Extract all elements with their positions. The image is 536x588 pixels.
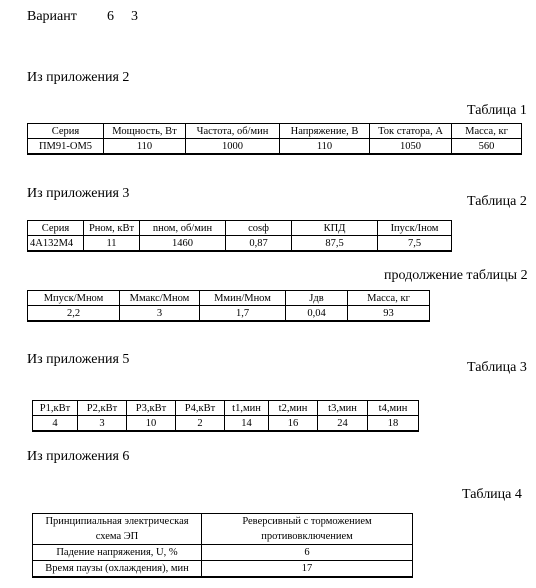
table3-header-cell: t2,мин (269, 401, 318, 416)
table2-header-cell: nном, об/мин (140, 221, 226, 236)
table4-value-cell: 6 (202, 545, 413, 561)
table2-value-cell: 11 (84, 236, 140, 252)
variant-number-2: 3 (131, 9, 138, 24)
table2-value-cell: 4А132М4 (28, 236, 84, 252)
section-app6-heading: Из приложения 6 (27, 449, 130, 464)
table3-value-cell: 10 (127, 416, 176, 432)
table4-label-cell: Принципиальная электрическая схема ЭП (33, 514, 202, 545)
table2b-value-cell: 3 (120, 306, 200, 322)
table1-header-cell: Частота, об/мин (186, 124, 280, 139)
section-app5-heading: Из приложения 5 (27, 352, 130, 367)
table4-label-cell: Падение напряжения, U, % (33, 545, 202, 561)
table3-value-cell: 14 (225, 416, 269, 432)
table4-value-cell: Реверсивный с торможением противовключением (202, 514, 413, 545)
table2b-value-cell: 93 (348, 306, 430, 322)
table1 (27, 123, 522, 155)
table1-header-cell: Серия (28, 124, 104, 139)
table2-value-cell: 0,87 (226, 236, 292, 252)
table3-value-cell: 3 (78, 416, 127, 432)
table2-value-cell: 87,5 (292, 236, 378, 252)
table2-continuation (27, 290, 430, 322)
table1-value-cell: 560 (452, 139, 522, 155)
table2b-value-cell: 1,7 (200, 306, 286, 322)
table1-value-cell: ПМ91-ОМ5 (28, 139, 104, 155)
table2b-header-cell: Ммакс/Мном (120, 291, 200, 306)
table2b-value-cell: 0,04 (286, 306, 348, 322)
table3-header-cell: t4,мин (368, 401, 419, 416)
table2-value-cell: 1460 (140, 236, 226, 252)
table1-header-cell: Ток статора, А (370, 124, 452, 139)
table3-header-cell: t1,мин (225, 401, 269, 416)
table1-header-cell: Напряжение, В (280, 124, 370, 139)
table2-header-cell: КПД (292, 221, 378, 236)
section-app2-heading: Из приложения 2 (27, 70, 130, 85)
table2-caption: Таблица 2 (467, 194, 527, 209)
table1-value-cell: 1000 (186, 139, 280, 155)
table2-header-cell: Рном, кВт (84, 221, 140, 236)
table4 (32, 513, 413, 578)
table2-header-cell: Iпуск/Iном (378, 221, 452, 236)
table1-value-cell: 110 (280, 139, 370, 155)
variant-label: Вариант (27, 9, 77, 24)
table1-header-cell: Мощность, Вт (104, 124, 186, 139)
table4-label-cell: Время паузы (охлаждения), мин (33, 561, 202, 578)
table2-header-cell: cosф (226, 221, 292, 236)
table3-header-cell: P3,кВт (127, 401, 176, 416)
section-app3-heading: Из приложения 3 (27, 186, 130, 201)
table3-header-cell: t3,мин (318, 401, 368, 416)
table4-caption: Таблица 4 (462, 487, 522, 502)
table3-header-cell: P4,кВт (176, 401, 225, 416)
table1-value-cell: 110 (104, 139, 186, 155)
table3-value-cell: 16 (269, 416, 318, 432)
table2b-value-cell: 2,2 (28, 306, 120, 322)
table1-header-cell: Масса, кг (452, 124, 522, 139)
table3-value-cell: 24 (318, 416, 368, 432)
table3-value-cell: 18 (368, 416, 419, 432)
table2 (27, 220, 452, 252)
table3-value-cell: 4 (33, 416, 78, 432)
table3-value-cell: 2 (176, 416, 225, 432)
table2b-header-cell: Масса, кг (348, 291, 430, 306)
variant-number-1: 6 (107, 9, 114, 24)
table3-caption: Таблица 3 (467, 360, 527, 375)
table1-value-cell: 1050 (370, 139, 452, 155)
table2-continuation-caption: продолжение таблицы 2 (384, 268, 528, 283)
table3-header-cell: P2,кВт (78, 401, 127, 416)
table3 (32, 400, 419, 432)
table2b-header-cell: Jдв (286, 291, 348, 306)
table2b-header-cell: Мпуск/Мном (28, 291, 120, 306)
table2-header-cell: Серия (28, 221, 84, 236)
table1-caption: Таблица 1 (467, 103, 527, 118)
table2b-header-cell: Ммин/Мном (200, 291, 286, 306)
table3-header-cell: P1,кВт (33, 401, 78, 416)
table4-value-cell: 17 (202, 561, 413, 578)
table2-value-cell: 7,5 (378, 236, 452, 252)
